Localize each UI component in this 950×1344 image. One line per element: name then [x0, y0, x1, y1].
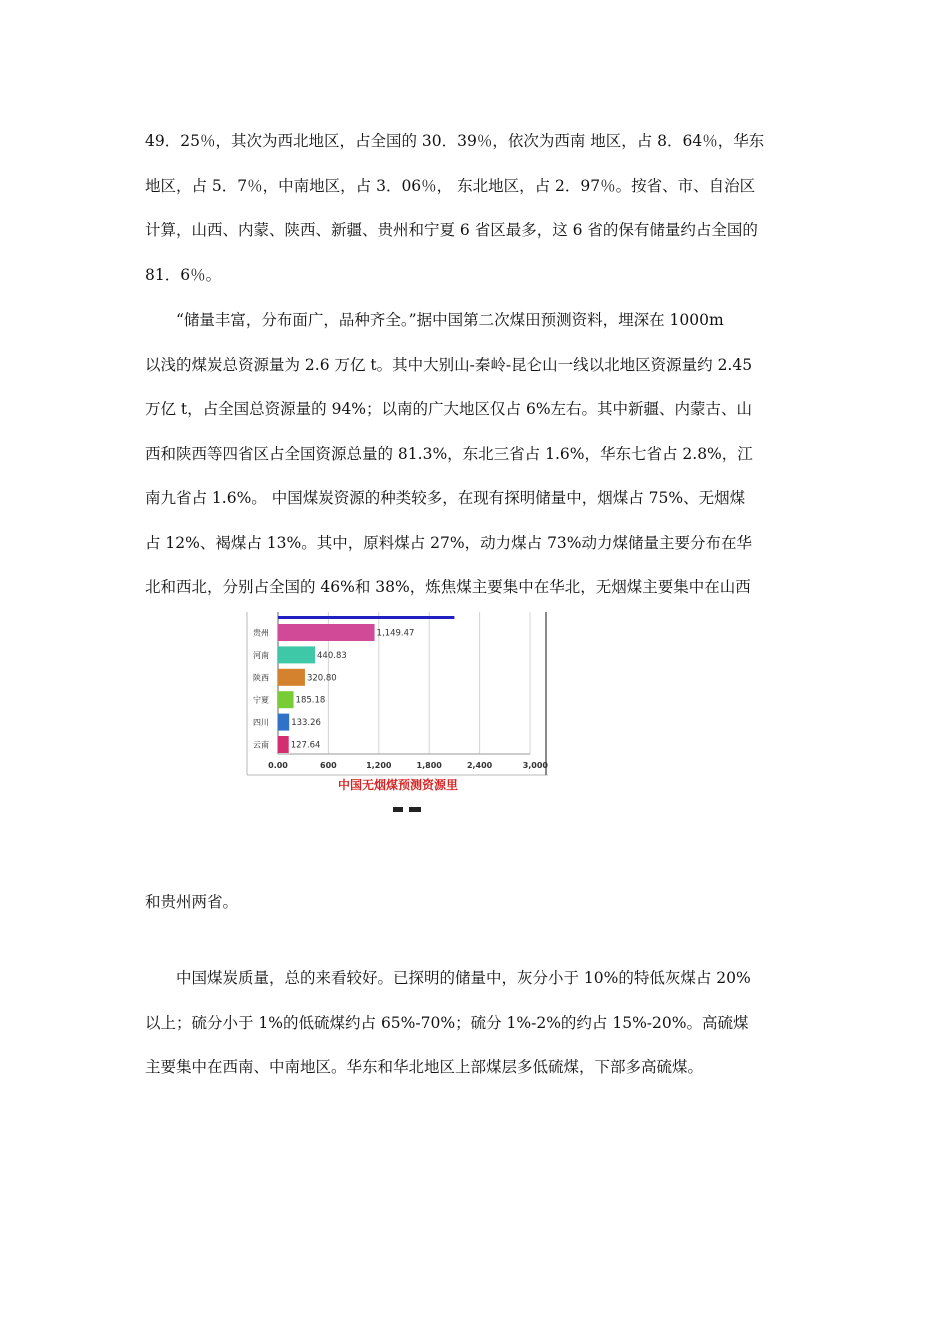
bar-陕西	[278, 669, 305, 686]
text-line: 北和西北，分别占全国的 46%和 38%，炼焦煤主要集中在华北，无烟煤主要集中在山西	[145, 578, 751, 596]
cutoff-remnant	[409, 807, 421, 812]
bar-贵州	[278, 624, 375, 641]
paragraph-resource-overview	[145, 298, 810, 610]
text-line: 49．25％，其次为西北地区，占全国的 30．39％，依次为西南 地区，占 8．64％，华东	[145, 132, 765, 150]
paragraph-coal-quality	[145, 956, 810, 1090]
x-tick-label: 3,000	[522, 761, 548, 770]
category-label: 河南	[253, 650, 269, 660]
x-tick-label: 600	[320, 761, 337, 770]
x-tick-label: 2,400	[466, 761, 493, 770]
text-line: 以浅的煤炭总资源量为 2.6 万亿 t。其中大别山-秦岭-昆仑山一线以北地区资源量约 2.45	[145, 355, 753, 374]
category-label: 贵州	[253, 628, 269, 638]
bar-河南	[278, 646, 315, 663]
text-line: 西和陕西等四省区占全国资源总量的 81.3%，东北三省占 1.6%，华东七省占 2.8%，江	[145, 444, 753, 463]
value-label: 133.26	[291, 718, 321, 729]
text-line: 地区，占 5．7％，中南地区，占 3．06％， 东北地区，占 2．97％。按省、市、自治区	[145, 176, 756, 195]
category-label: 云南	[253, 740, 269, 750]
x-tick-label: 0.00	[268, 761, 288, 770]
text-line: 主要集中在西南、中南地区。华东和华北地区上部煤层多低硫煤，下部多高硫煤。	[145, 1058, 704, 1076]
value-label: 185.18	[295, 695, 326, 706]
cutoff-remnant	[393, 807, 403, 812]
text-line: 万亿 t，占全国总资源量的 94%；以南的广大地区仅占 6%左右。其中新疆、内蒙古、山	[145, 400, 753, 418]
bar-四川	[278, 714, 289, 731]
text-line: 以上；硫分小于 1%的低硫煤约占 65%-70%；硫分 1%-2%的约占 15%-20%。高硫煤	[145, 1013, 749, 1032]
paragraph-reserve-distribution	[145, 119, 810, 297]
paragraph-continuation	[145, 880, 810, 925]
bar-云南	[278, 736, 289, 753]
text-line: “储量丰富，分布面广，品种齐全。”据中国第二次煤田预测资料，埋深在 1000m	[176, 311, 724, 329]
anthracite-resource-bar-chart	[245, 612, 550, 812]
text-line: 中国煤炭质量，总的来看较好。已探明的储量中，灰分小于 10%的特低灰煤占 20%	[176, 969, 751, 987]
value-label: 320.80	[306, 673, 337, 684]
text-line: 计算，山西、内蒙、陕西、新疆、贵州和宁夏 6 省区最多，这 6 省的保有储量约占全国的	[145, 221, 758, 239]
text-line: 南九省占 1.6%。 中国煤炭资源的种类较多，在现有探明储量中，烟煤占 75%、无烟煤	[145, 489, 746, 507]
category-label: 宁夏	[253, 695, 269, 705]
x-tick-label: 1,800	[416, 761, 442, 770]
text-line: 占 12%、褐煤占 13%。其中，原料煤占 27%，动力煤占 73%动力煤储量主要分布在华	[145, 533, 753, 552]
category-label: 陕西	[253, 673, 269, 683]
text-line: 和贵州两省。	[145, 893, 239, 911]
category-label: 四川	[253, 718, 269, 728]
bar-partial-top	[278, 616, 454, 619]
value-label: 1,149.47	[376, 628, 415, 639]
value-label: 127.64	[290, 740, 321, 751]
x-tick-label: 1,200	[366, 761, 392, 770]
chart-title: 中国无烟煤预测资源里	[337, 778, 459, 792]
value-label: 440.83	[317, 650, 347, 661]
text-line: 81．6％。	[145, 265, 222, 284]
bar-宁夏	[278, 691, 294, 708]
